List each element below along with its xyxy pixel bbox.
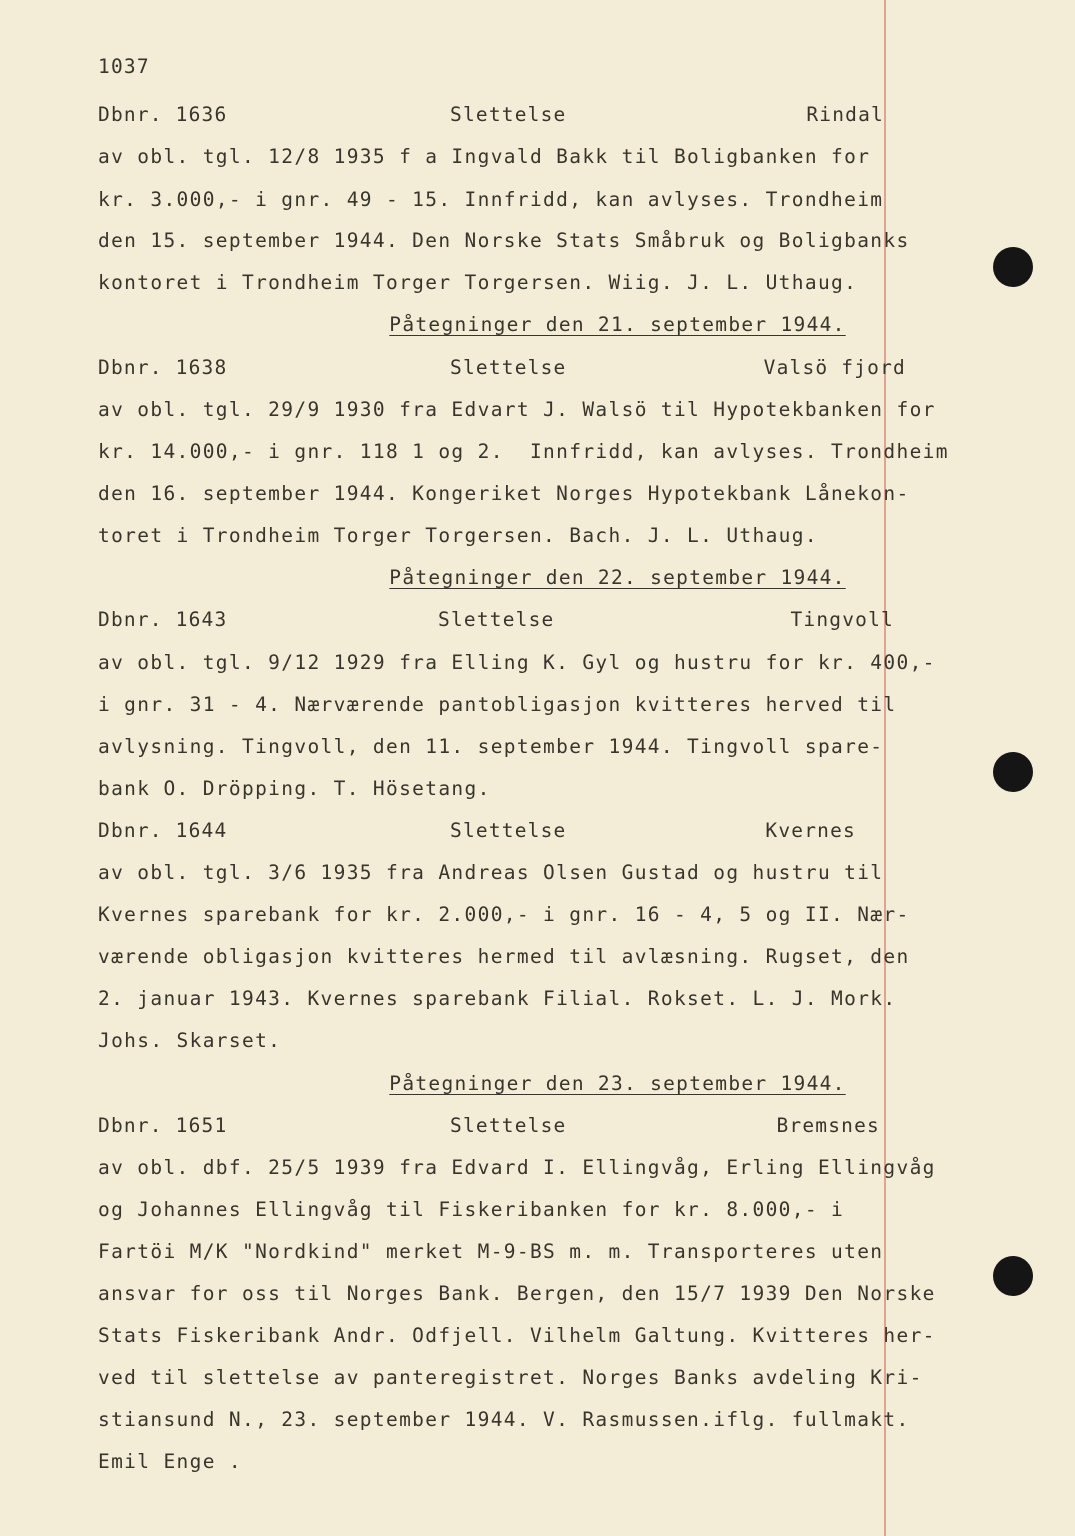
text-line: værende obligasjon kvitteres hermed til avlæsning. Rugset, den	[98, 945, 910, 968]
text-line: i gnr. 31 - 4. Nærværende pantobligasjon kvitteres herved til	[98, 693, 897, 716]
text-line: ansvar for oss til Norges Bank. Bergen, den 15/7 1939 Den Norske	[98, 1282, 936, 1305]
text-line: den 16. september 1944. Kongeriket Norges Hypotekbank Lånekon-	[98, 482, 910, 505]
entry-header	[98, 811, 884, 851]
entry-type: Slettelse	[450, 356, 567, 379]
text-line: kr. 3.000,- i gnr. 49 - 15. Innfridd, kan avlyses. Trondheim	[98, 188, 884, 211]
dbnr: Dbnr. 1638	[98, 356, 228, 379]
text-line: av obl. tgl. 12/8 1935 f a Ingvald Bakk til Boligbanken for	[98, 145, 871, 168]
entry-header	[98, 348, 906, 388]
text-line: toret i Trondheim Torger Torgersen. Bach. J. L. Uthaug.	[98, 524, 818, 547]
section-heading: Påtegninger den 23. september 1944.	[389, 1072, 846, 1095]
text-line: kr. 14.000,- i gnr. 118 1 og 2. Innfridd, kan avlyses. Trondheim	[98, 440, 949, 463]
dbnr: Dbnr. 1644	[98, 819, 228, 842]
entry-header	[98, 600, 894, 640]
text-line: Emil Enge .	[98, 1450, 242, 1473]
text-line: av obl. tgl. 3/6 1935 fra Andreas Olsen Gustad og hustru til	[98, 861, 884, 884]
text-line: ved til slettelse av panteregistret. Norges Banks avdeling Kri-	[98, 1366, 923, 1389]
text-line: bank O. Dröpping. T. Hösetang.	[98, 777, 491, 800]
entry-type: Slettelse	[450, 103, 567, 126]
punch-hole-icon	[993, 247, 1033, 287]
dbnr: Dbnr. 1636	[98, 103, 228, 126]
text-line: Fartöi M/K "Nordkind" merket M-9-BS m. m. Transporteres uten	[98, 1240, 884, 1263]
text-line: Stats Fiskeribank Andr. Odfjell. Vilhelm Galtung. Kvitteres her-	[98, 1324, 936, 1347]
entry-type: Slettelse	[450, 819, 567, 842]
text-line: den 15. september 1944. Den Norske Stats Småbruk og Boligbanks	[98, 229, 910, 252]
entry-header	[98, 1106, 884, 1146]
entry-header	[98, 95, 884, 135]
text-line: av obl. tgl. 29/9 1930 fra Edvart J. Walsö til Hypotekbanken for	[98, 398, 936, 421]
page-number: 1037	[98, 55, 150, 78]
entry-place: Rindal	[806, 103, 884, 126]
text-line: Johs. Skarset.	[98, 1029, 282, 1052]
text-line: av obl. dbf. 25/5 1939 fra Edvard I. Ellingvåg, Erling Ellingvåg	[98, 1156, 936, 1179]
text-line: og Johannes Ellingvåg til Fiskeribanken for kr. 8.000,- i	[98, 1198, 845, 1221]
text-line: 2. januar 1943. Kvernes sparebank Filial. Rokset. L. J. Mork.	[98, 987, 897, 1010]
section-heading: Påtegninger den 22. september 1944.	[389, 566, 846, 589]
entry-place: Kvernes	[765, 819, 856, 842]
entry-place: Bremsnes	[776, 1114, 880, 1137]
entry-place: Valsö fjord	[763, 356, 906, 379]
entry-place: Tingvoll	[790, 608, 894, 631]
entry-type: Slettelse	[438, 608, 555, 631]
punch-hole-icon	[993, 752, 1033, 792]
entry-type: Slettelse	[450, 1114, 567, 1137]
dbnr: Dbnr. 1651	[98, 1114, 228, 1137]
dbnr: Dbnr. 1643	[98, 608, 228, 631]
text-line: avlysning. Tingvoll, den 11. september 1944. Tingvoll spare-	[98, 735, 884, 758]
text-line: Kvernes sparebank for kr. 2.000,- i gnr. 16 - 4, 5 og II. Nær-	[98, 903, 910, 926]
text-line: stiansund N., 23. september 1944. V. Rasmussen.iflg. fullmakt.	[98, 1408, 910, 1431]
text-line: av obl. tgl. 9/12 1929 fra Elling K. Gyl og hustru for kr. 400,-	[98, 651, 936, 674]
text-line: kontoret i Trondheim Torger Torgersen. Wiig. J. L. Uthaug.	[98, 271, 858, 294]
section-heading: Påtegninger den 21. september 1944.	[389, 313, 846, 336]
punch-hole-icon	[993, 1256, 1033, 1296]
